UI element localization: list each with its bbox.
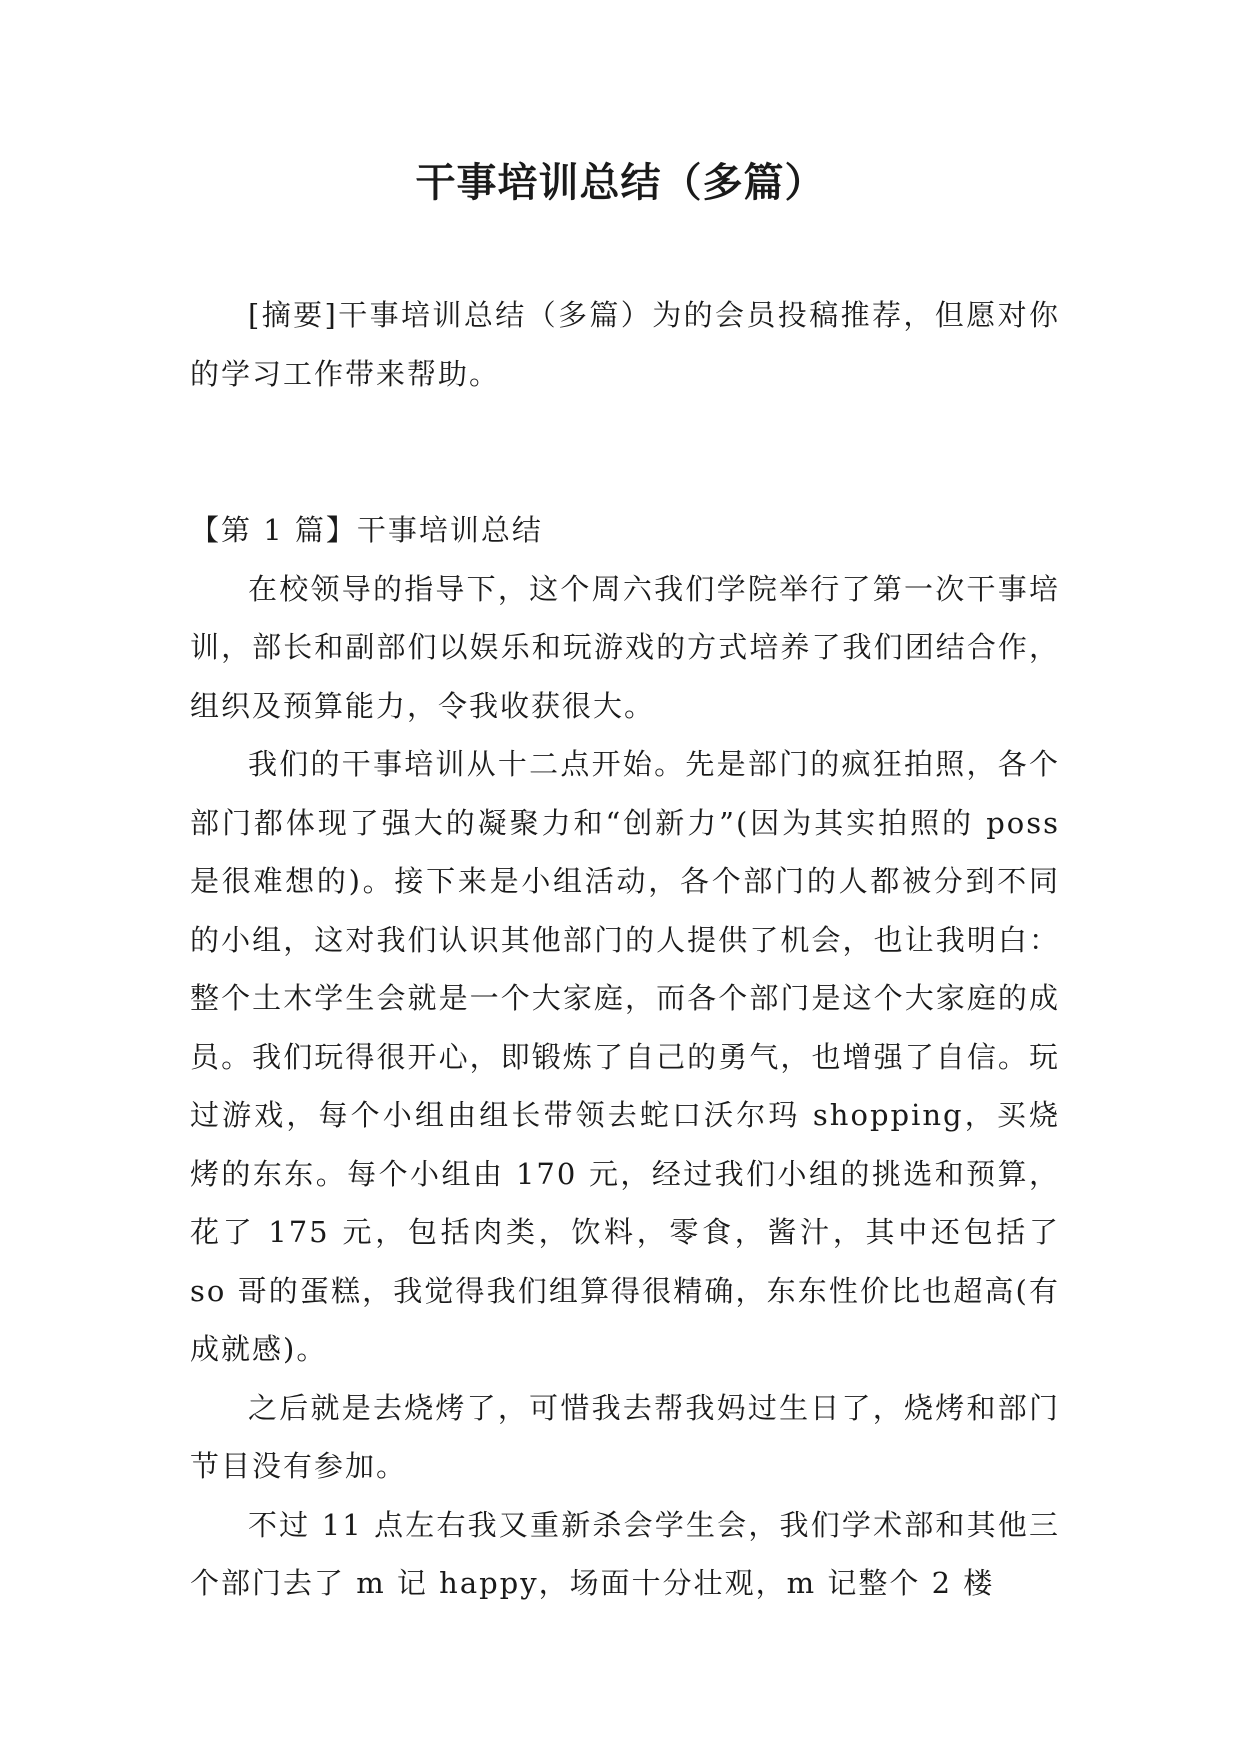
section-heading: 【第 1 篇】干事培训总结: [190, 513, 543, 547]
document-body: [190, 286, 1060, 1613]
body-paragraph-4: 不过 11 点左右我又重新杀会学生会，我们学术部和其他三个部门去了 m 记 happy，场面十分壮观，m 记整个 2 楼: [190, 1507, 1060, 1600]
body-paragraph-1: 在校领导的指导下，这个周六我们学院举行了第一次干事培训，部长和副部们以娱乐和玩游戏的方式培养了我们团结合作，组织及预算能力，令我收获很大。: [190, 571, 1060, 723]
document-title: 干事培训总结（多篇）: [415, 159, 826, 206]
section-spacer: [190, 403, 1060, 501]
abstract-paragraph: [摘要]干事培训总结（多篇）为的会员投稿推荐，但愿对你的学习工作带来帮助。: [190, 298, 1060, 391]
body-paragraph-2: 我们的干事培训从十二点开始。先是部门的疯狂拍照，各个部门都体现了强大的凝聚力和“创新力”(因为其实拍照的 poss 是很难想的)。接下来是小组活动，各个部门的人都被分到不同的小组，这对我们认识其他部门的人提供了机会，也让我明白：整个土木学生会就是一个大家庭，而各个部门是这个大家庭的成员。我们玩得很开心，即锻炼了自己的勇气，也增强了自信。玩过游戏，每个小组由组长带领去蛇口沃尔玛 shopping，买烧烤的东东。每个小组由 170 元，经过我们小组的挑选和预算，花了 175 元，包括肉类，饮料，零食，酱汁，其中还包括了 so 哥的蛋糕，我觉得我们组算得很精确，东东性价比也超高(有成就感)。: [190, 747, 1060, 1366]
body-paragraph-3: 之后就是去烧烤了，可惜我去帮我妈过生日了，烧烤和部门节目没有参加。: [190, 1390, 1060, 1483]
